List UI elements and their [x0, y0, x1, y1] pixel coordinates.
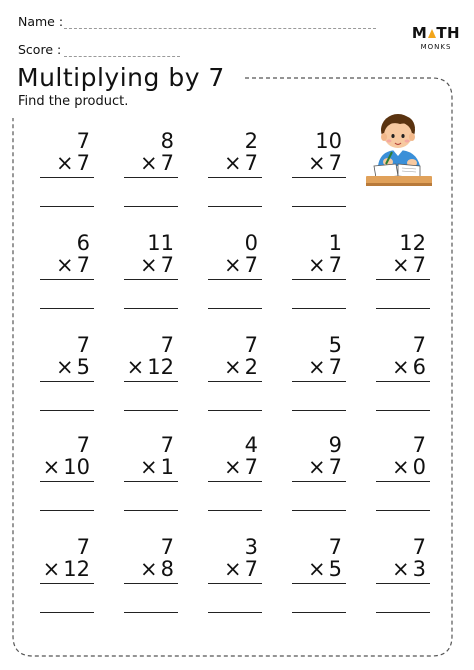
problem-rule-line	[124, 381, 178, 382]
multiply-sign: ×	[126, 355, 145, 379]
problem-rule-line	[208, 279, 262, 280]
instruction-text: Find the product.	[18, 94, 129, 109]
problem-multiplier-row	[56, 356, 90, 378]
answer-blank[interactable]	[208, 612, 262, 613]
answer-blank[interactable]	[292, 206, 346, 207]
answer-blank[interactable]	[376, 612, 430, 613]
problem-rule-line	[124, 177, 178, 178]
problem-multiplier-row	[140, 558, 174, 580]
multiply-sign: ×	[140, 455, 158, 479]
problem-multiplier: 7	[244, 151, 258, 175]
multiply-sign: ×	[224, 355, 242, 379]
problem-multiplicand: 12	[399, 231, 426, 255]
problem-multiplier-row	[392, 558, 426, 580]
multiply-sign: ×	[392, 557, 410, 581]
problem-multiplier-row	[224, 254, 258, 276]
problem-multiplier: 2	[244, 355, 258, 379]
problem-multiplicand: 4	[244, 433, 258, 457]
problem-20	[38, 536, 96, 616]
answer-blank[interactable]	[40, 510, 94, 511]
answer-blank[interactable]	[40, 612, 94, 613]
multiply-sign: ×	[224, 557, 242, 581]
answer-blank[interactable]	[292, 308, 346, 309]
problem-multiplicand: 10	[315, 129, 342, 153]
problem-12	[206, 334, 264, 414]
answer-blank[interactable]	[376, 308, 430, 309]
problem-rule-line	[208, 177, 262, 178]
problem-rule-line	[292, 481, 346, 482]
answer-blank[interactable]	[40, 410, 94, 411]
answer-blank[interactable]	[124, 206, 178, 207]
multiply-sign: ×	[140, 253, 158, 277]
multiply-sign: ×	[56, 253, 74, 277]
answer-blank[interactable]	[292, 510, 346, 511]
problem-1	[38, 130, 96, 210]
problem-multiplier-row	[308, 152, 342, 174]
multiply-sign: ×	[392, 355, 410, 379]
problem-10	[38, 334, 96, 414]
problem-15	[38, 434, 96, 514]
problem-rule-line	[40, 583, 94, 584]
problem-multiplicand: 7	[160, 535, 174, 559]
multiply-sign: ×	[56, 355, 74, 379]
problem-multiplier-row	[127, 356, 174, 378]
problem-3	[206, 130, 264, 210]
problem-rule-line	[40, 481, 94, 482]
multiply-sign: ×	[140, 557, 158, 581]
answer-blank[interactable]	[124, 308, 178, 309]
problem-multiplier: 7	[160, 253, 174, 277]
problem-multiplier: 6	[412, 355, 426, 379]
problem-rule-line	[292, 279, 346, 280]
problem-multiplier-row	[43, 558, 90, 580]
multiply-sign: ×	[224, 253, 242, 277]
problem-multiplier-row	[140, 152, 174, 174]
problem-multiplicand: 7	[412, 433, 426, 457]
problem-multiplier-row	[56, 152, 90, 174]
problem-rule-line	[376, 583, 430, 584]
problem-18	[290, 434, 348, 514]
problem-multiplicand: 2	[244, 129, 258, 153]
logo-triangle-icon	[428, 29, 436, 38]
multiply-sign: ×	[308, 253, 326, 277]
problem-multiplier-row	[224, 152, 258, 174]
problem-11	[122, 334, 180, 414]
problem-multiplier-row	[308, 456, 342, 478]
problem-multiplier-row	[224, 456, 258, 478]
problem-multiplier-row	[224, 356, 258, 378]
problem-multiplicand: 7	[412, 535, 426, 559]
problem-multiplier: 7	[328, 355, 342, 379]
problem-multiplicand: 7	[76, 535, 90, 559]
problem-rule-line	[40, 279, 94, 280]
multiply-sign: ×	[308, 151, 326, 175]
problem-multiplier: 7	[244, 253, 258, 277]
multiply-sign: ×	[392, 253, 410, 277]
problem-rule-line	[376, 481, 430, 482]
problem-24	[374, 536, 432, 616]
problem-21	[122, 536, 180, 616]
problem-multiplier: 7	[76, 151, 90, 175]
problem-9	[374, 232, 432, 312]
problem-multiplier: 8	[160, 557, 174, 581]
problem-23	[290, 536, 348, 616]
problem-multiplicand: 9	[328, 433, 342, 457]
answer-blank[interactable]	[124, 612, 178, 613]
problem-multiplier-row	[308, 558, 342, 580]
multiply-sign: ×	[308, 355, 326, 379]
multiply-sign: ×	[140, 151, 158, 175]
problem-7	[206, 232, 264, 312]
problem-multiplicand: 7	[160, 433, 174, 457]
problem-multiplier-row	[224, 558, 258, 580]
problem-rule-line	[124, 583, 178, 584]
problem-rule-line	[208, 583, 262, 584]
problem-multiplicand: 7	[244, 333, 258, 357]
answer-blank[interactable]	[208, 410, 262, 411]
score-label: Score :	[18, 42, 62, 57]
multiply-sign: ×	[42, 455, 61, 479]
answer-blank[interactable]	[208, 206, 262, 207]
problem-multiplier: 7	[244, 557, 258, 581]
problem-multiplicand: 6	[76, 231, 90, 255]
problem-multiplicand: 3	[244, 535, 258, 559]
problem-8	[290, 232, 348, 312]
problem-multiplier: 7	[328, 253, 342, 277]
problem-multiplicand: 11	[147, 231, 174, 255]
name-line[interactable]	[64, 28, 376, 29]
math-monks-logo	[412, 25, 460, 51]
problem-multiplier: 7	[412, 253, 426, 277]
problem-rule-line	[208, 481, 262, 482]
problem-multiplier: 7	[76, 253, 90, 277]
problem-multiplicand: 8	[160, 129, 174, 153]
problem-multiplier: 12	[63, 557, 90, 581]
multiply-sign: ×	[308, 557, 326, 581]
problem-multiplicand: 7	[160, 333, 174, 357]
problem-multiplicand: 1	[328, 231, 342, 255]
multiply-sign: ×	[392, 455, 410, 479]
logo-letter-m: M	[411, 24, 428, 42]
multiply-sign: ×	[42, 557, 61, 581]
problem-multiplier: 3	[412, 557, 426, 581]
problem-multiplier: 5	[76, 355, 90, 379]
problem-multiplier: 7	[244, 455, 258, 479]
problem-multiplier-row	[140, 456, 174, 478]
problem-rule-line	[40, 381, 94, 382]
problem-rule-line	[124, 481, 178, 482]
answer-blank[interactable]	[124, 510, 178, 511]
problem-multiplier-row	[43, 456, 90, 478]
answer-blank[interactable]	[376, 510, 430, 511]
multiply-sign: ×	[224, 151, 242, 175]
student-writing-illustration	[364, 110, 434, 188]
problem-multiplier-row	[392, 254, 426, 276]
problem-multiplier-row	[308, 254, 342, 276]
problem-multiplicand: 7	[76, 129, 90, 153]
problem-5	[38, 232, 96, 312]
problem-multiplicand: 7	[328, 535, 342, 559]
answer-blank[interactable]	[208, 308, 262, 309]
answer-blank[interactable]	[40, 308, 94, 309]
multiply-sign: ×	[308, 455, 326, 479]
problem-multiplier-row	[392, 456, 426, 478]
problem-multiplicand: 7	[76, 333, 90, 357]
problem-22	[206, 536, 264, 616]
problem-13	[290, 334, 348, 414]
problem-rule-line	[40, 177, 94, 178]
problem-rule-line	[124, 279, 178, 280]
problem-multiplicand: 7	[412, 333, 426, 357]
worksheet-title: Multiplying by 7	[17, 63, 225, 92]
problem-multiplicand: 0	[244, 231, 258, 255]
problem-rule-line	[376, 279, 430, 280]
score-line[interactable]	[64, 56, 180, 57]
problem-multiplier: 0	[412, 455, 426, 479]
problem-rule-line	[292, 381, 346, 382]
problem-multiplier: 5	[328, 557, 342, 581]
problem-17	[206, 434, 264, 514]
answer-blank[interactable]	[376, 410, 430, 411]
answer-blank[interactable]	[292, 612, 346, 613]
answer-blank[interactable]	[40, 206, 94, 207]
name-label: Name :	[18, 14, 64, 29]
problem-multiplier: 7	[328, 455, 342, 479]
problem-multiplier: 7	[328, 151, 342, 175]
problem-4	[290, 130, 348, 210]
problem-multiplier: 7	[160, 151, 174, 175]
problem-multiplier-row	[308, 356, 342, 378]
problem-6	[122, 232, 180, 312]
logo-subtitle: MONKS	[420, 43, 452, 51]
problem-rule-line	[208, 381, 262, 382]
problem-multiplier: 1	[160, 455, 174, 479]
answer-blank[interactable]	[208, 510, 262, 511]
problem-16	[122, 434, 180, 514]
problem-rule-line	[292, 583, 346, 584]
problem-multiplier-row	[140, 254, 174, 276]
problem-multiplier-row	[392, 356, 426, 378]
problem-multiplier: 10	[63, 455, 90, 479]
answer-blank[interactable]	[124, 410, 178, 411]
problem-2	[122, 130, 180, 210]
problem-multiplier-row	[56, 254, 90, 276]
problem-19	[374, 434, 432, 514]
problem-multiplicand: 7	[76, 433, 90, 457]
problem-rule-line	[376, 381, 430, 382]
multiply-sign: ×	[56, 151, 74, 175]
problem-multiplier: 12	[147, 355, 174, 379]
problem-multiplicand: 5	[328, 333, 342, 357]
answer-blank[interactable]	[292, 410, 346, 411]
problem-14	[374, 334, 432, 414]
multiply-sign: ×	[224, 455, 242, 479]
logo-letters-th: TH	[436, 24, 461, 42]
problem-rule-line	[292, 177, 346, 178]
